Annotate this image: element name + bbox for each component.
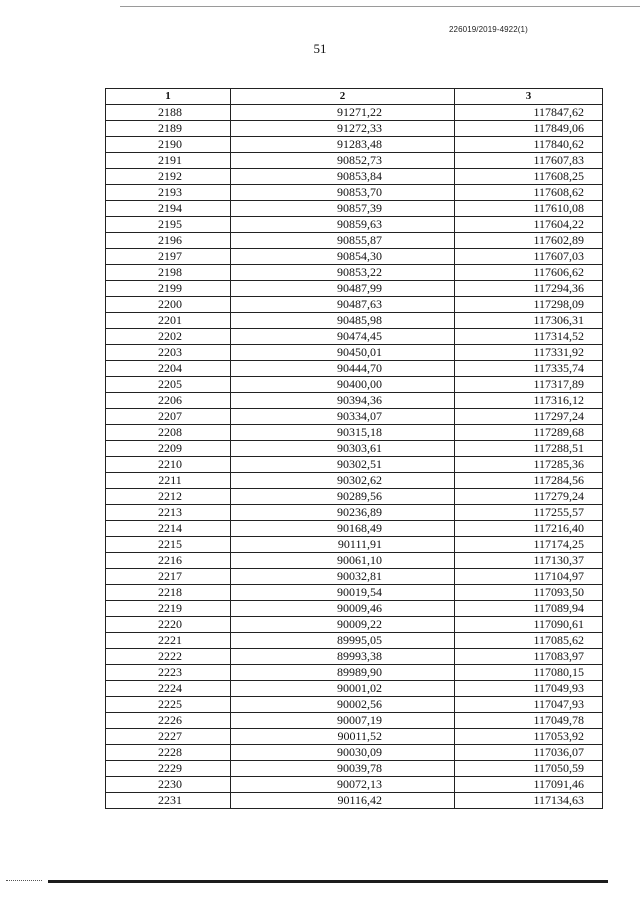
x-coordinate-cell: 90853,22 xyxy=(231,265,455,281)
point-number-cell: 2197 xyxy=(106,249,231,265)
table-header-row xyxy=(106,89,603,105)
x-coordinate-cell: 89989,90 xyxy=(231,665,455,681)
point-number-cell: 2227 xyxy=(106,729,231,745)
table-row xyxy=(106,569,603,585)
y-coordinate-cell: 117285,36 xyxy=(455,457,603,473)
table-row xyxy=(106,521,603,537)
y-coordinate-cell: 117289,68 xyxy=(455,425,603,441)
table-row xyxy=(106,649,603,665)
y-coordinate-cell: 117314,52 xyxy=(455,329,603,345)
point-number-cell: 2203 xyxy=(106,345,231,361)
y-coordinate-cell: 117049,93 xyxy=(455,681,603,697)
point-number-cell: 2200 xyxy=(106,297,231,313)
table-row xyxy=(106,105,603,121)
coordinates-table xyxy=(105,88,603,809)
table-row xyxy=(106,617,603,633)
point-number-cell: 2225 xyxy=(106,697,231,713)
point-number-cell: 2206 xyxy=(106,393,231,409)
table-row xyxy=(106,297,603,313)
y-coordinate-cell: 117604,22 xyxy=(455,217,603,233)
point-number-cell: 2205 xyxy=(106,377,231,393)
x-coordinate-cell: 90302,51 xyxy=(231,457,455,473)
point-number-cell: 2219 xyxy=(106,601,231,617)
y-coordinate-cell: 117134,63 xyxy=(455,793,603,809)
table-row xyxy=(106,553,603,569)
table-row xyxy=(106,697,603,713)
x-coordinate-cell: 90001,02 xyxy=(231,681,455,697)
y-coordinate-cell: 117847,62 xyxy=(455,105,603,121)
table-row xyxy=(106,681,603,697)
point-number-cell: 2220 xyxy=(106,617,231,633)
y-coordinate-cell: 117284,56 xyxy=(455,473,603,489)
y-coordinate-cell: 117080,15 xyxy=(455,665,603,681)
point-number-cell: 2224 xyxy=(106,681,231,697)
point-number-cell: 2214 xyxy=(106,521,231,537)
point-number-cell: 2190 xyxy=(106,137,231,153)
point-number-cell: 2204 xyxy=(106,361,231,377)
x-coordinate-cell: 90002,56 xyxy=(231,697,455,713)
y-coordinate-cell: 117089,94 xyxy=(455,601,603,617)
point-number-cell: 2195 xyxy=(106,217,231,233)
point-number-cell: 2199 xyxy=(106,281,231,297)
table-row xyxy=(106,377,603,393)
y-coordinate-cell: 117297,24 xyxy=(455,409,603,425)
y-coordinate-cell: 117288,51 xyxy=(455,441,603,457)
x-coordinate-cell: 90450,01 xyxy=(231,345,455,361)
x-coordinate-cell: 90236,89 xyxy=(231,505,455,521)
table-row xyxy=(106,601,603,617)
point-number-cell: 2209 xyxy=(106,441,231,457)
x-coordinate-cell: 90474,45 xyxy=(231,329,455,345)
y-coordinate-cell: 117093,50 xyxy=(455,585,603,601)
x-coordinate-cell: 90859,63 xyxy=(231,217,455,233)
x-coordinate-cell: 90487,99 xyxy=(231,281,455,297)
point-number-cell: 2196 xyxy=(106,233,231,249)
x-coordinate-cell: 90111,91 xyxy=(231,537,455,553)
table-row xyxy=(106,329,603,345)
point-number-cell: 2228 xyxy=(106,745,231,761)
x-coordinate-cell: 90334,07 xyxy=(231,409,455,425)
x-coordinate-cell: 90394,36 xyxy=(231,393,455,409)
y-coordinate-cell: 117335,74 xyxy=(455,361,603,377)
y-coordinate-cell: 117849,06 xyxy=(455,121,603,137)
y-coordinate-cell: 117602,89 xyxy=(455,233,603,249)
x-coordinate-cell: 90485,98 xyxy=(231,313,455,329)
point-number-cell: 2229 xyxy=(106,761,231,777)
x-coordinate-cell: 90039,78 xyxy=(231,761,455,777)
point-number-cell: 2201 xyxy=(106,313,231,329)
table-row xyxy=(106,665,603,681)
table-row xyxy=(106,473,603,489)
y-coordinate-cell: 117298,09 xyxy=(455,297,603,313)
point-number-cell: 2191 xyxy=(106,153,231,169)
x-coordinate-cell: 89993,38 xyxy=(231,649,455,665)
column-header-1: 1 xyxy=(106,89,231,105)
x-coordinate-cell: 90400,00 xyxy=(231,377,455,393)
point-number-cell: 2208 xyxy=(106,425,231,441)
table-row xyxy=(106,313,603,329)
table-row xyxy=(106,585,603,601)
point-number-cell: 2192 xyxy=(106,169,231,185)
point-number-cell: 2211 xyxy=(106,473,231,489)
point-number-cell: 2218 xyxy=(106,585,231,601)
table-row xyxy=(106,441,603,457)
y-coordinate-cell: 117091,46 xyxy=(455,777,603,793)
x-coordinate-cell: 91271,22 xyxy=(231,105,455,121)
x-coordinate-cell: 90007,19 xyxy=(231,713,455,729)
x-coordinate-cell: 90302,62 xyxy=(231,473,455,489)
y-coordinate-cell: 117050,59 xyxy=(455,761,603,777)
document-reference: 226019/2019-4922(1) xyxy=(449,25,528,34)
table-row xyxy=(106,537,603,553)
x-coordinate-cell: 90855,87 xyxy=(231,233,455,249)
table-row xyxy=(106,793,603,809)
point-number-cell: 2189 xyxy=(106,121,231,137)
y-coordinate-cell: 117608,62 xyxy=(455,185,603,201)
table-row xyxy=(106,217,603,233)
point-number-cell: 2216 xyxy=(106,553,231,569)
y-coordinate-cell: 117317,89 xyxy=(455,377,603,393)
y-coordinate-cell: 117085,62 xyxy=(455,633,603,649)
x-coordinate-cell: 90072,13 xyxy=(231,777,455,793)
table-row xyxy=(106,489,603,505)
y-coordinate-cell: 117279,24 xyxy=(455,489,603,505)
table-row xyxy=(106,505,603,521)
x-coordinate-cell: 90315,18 xyxy=(231,425,455,441)
x-coordinate-cell: 90030,09 xyxy=(231,745,455,761)
y-coordinate-cell: 117090,61 xyxy=(455,617,603,633)
point-number-cell: 2226 xyxy=(106,713,231,729)
y-coordinate-cell: 117083,97 xyxy=(455,649,603,665)
point-number-cell: 2222 xyxy=(106,649,231,665)
x-coordinate-cell: 90487,63 xyxy=(231,297,455,313)
top-rule xyxy=(120,6,640,7)
point-number-cell: 2212 xyxy=(106,489,231,505)
x-coordinate-cell: 90009,46 xyxy=(231,601,455,617)
y-coordinate-cell: 117306,31 xyxy=(455,313,603,329)
table-body xyxy=(106,105,603,809)
x-coordinate-cell: 90168,49 xyxy=(231,521,455,537)
table-row xyxy=(106,409,603,425)
x-coordinate-cell: 89995,05 xyxy=(231,633,455,649)
y-coordinate-cell: 117255,57 xyxy=(455,505,603,521)
point-number-cell: 2217 xyxy=(106,569,231,585)
x-coordinate-cell: 90032,81 xyxy=(231,569,455,585)
table-row xyxy=(106,153,603,169)
table-row xyxy=(106,761,603,777)
point-number-cell: 2213 xyxy=(106,505,231,521)
table-row xyxy=(106,361,603,377)
y-coordinate-cell: 117608,25 xyxy=(455,169,603,185)
y-coordinate-cell: 117104,97 xyxy=(455,569,603,585)
point-number-cell: 2188 xyxy=(106,105,231,121)
y-coordinate-cell: 117216,40 xyxy=(455,521,603,537)
table-row xyxy=(106,265,603,281)
x-coordinate-cell: 90009,22 xyxy=(231,617,455,633)
column-header-2: 2 xyxy=(231,89,455,105)
x-coordinate-cell: 90019,54 xyxy=(231,585,455,601)
y-coordinate-cell: 117607,03 xyxy=(455,249,603,265)
table-row xyxy=(106,233,603,249)
x-coordinate-cell: 90852,73 xyxy=(231,153,455,169)
table-row xyxy=(106,137,603,153)
point-number-cell: 2202 xyxy=(106,329,231,345)
x-coordinate-cell: 90011,52 xyxy=(231,729,455,745)
point-number-cell: 2215 xyxy=(106,537,231,553)
y-coordinate-cell: 117294,36 xyxy=(455,281,603,297)
y-coordinate-cell: 117840,62 xyxy=(455,137,603,153)
x-coordinate-cell: 90857,39 xyxy=(231,201,455,217)
table-row xyxy=(106,249,603,265)
point-number-cell: 2193 xyxy=(106,185,231,201)
x-coordinate-cell: 90303,61 xyxy=(231,441,455,457)
y-coordinate-cell: 117606,62 xyxy=(455,265,603,281)
footer-dotted-rule xyxy=(6,880,42,882)
y-coordinate-cell: 117174,25 xyxy=(455,537,603,553)
x-coordinate-cell: 90444,70 xyxy=(231,361,455,377)
x-coordinate-cell: 91272,33 xyxy=(231,121,455,137)
table-row xyxy=(106,185,603,201)
x-coordinate-cell: 90853,70 xyxy=(231,185,455,201)
y-coordinate-cell: 117331,92 xyxy=(455,345,603,361)
x-coordinate-cell: 90116,42 xyxy=(231,793,455,809)
y-coordinate-cell: 117053,92 xyxy=(455,729,603,745)
x-coordinate-cell: 90289,56 xyxy=(231,489,455,505)
point-number-cell: 2210 xyxy=(106,457,231,473)
y-coordinate-cell: 117316,12 xyxy=(455,393,603,409)
table-row xyxy=(106,777,603,793)
y-coordinate-cell: 117047,93 xyxy=(455,697,603,713)
table-row xyxy=(106,745,603,761)
table-row xyxy=(106,713,603,729)
y-coordinate-cell: 117130,37 xyxy=(455,553,603,569)
table-row xyxy=(106,345,603,361)
table-row xyxy=(106,393,603,409)
page-number: 51 xyxy=(313,41,327,56)
table-row xyxy=(106,201,603,217)
y-coordinate-cell: 117049,78 xyxy=(455,713,603,729)
x-coordinate-cell: 90853,84 xyxy=(231,169,455,185)
point-number-cell: 2223 xyxy=(106,665,231,681)
column-header-3: 3 xyxy=(455,89,603,105)
point-number-cell: 2194 xyxy=(106,201,231,217)
y-coordinate-cell: 117607,83 xyxy=(455,153,603,169)
x-coordinate-cell: 91283,48 xyxy=(231,137,455,153)
point-number-cell: 2231 xyxy=(106,793,231,809)
point-number-cell: 2230 xyxy=(106,777,231,793)
table-row xyxy=(106,729,603,745)
point-number-cell: 2207 xyxy=(106,409,231,425)
table-row xyxy=(106,425,603,441)
table-row xyxy=(106,633,603,649)
x-coordinate-cell: 90854,30 xyxy=(231,249,455,265)
table-row xyxy=(106,281,603,297)
y-coordinate-cell: 117036,07 xyxy=(455,745,603,761)
table-row xyxy=(106,169,603,185)
table-row xyxy=(106,457,603,473)
x-coordinate-cell: 90061,10 xyxy=(231,553,455,569)
footer-rule xyxy=(48,880,608,883)
point-number-cell: 2221 xyxy=(106,633,231,649)
point-number-cell: 2198 xyxy=(106,265,231,281)
y-coordinate-cell: 117610,08 xyxy=(455,201,603,217)
table-row xyxy=(106,121,603,137)
